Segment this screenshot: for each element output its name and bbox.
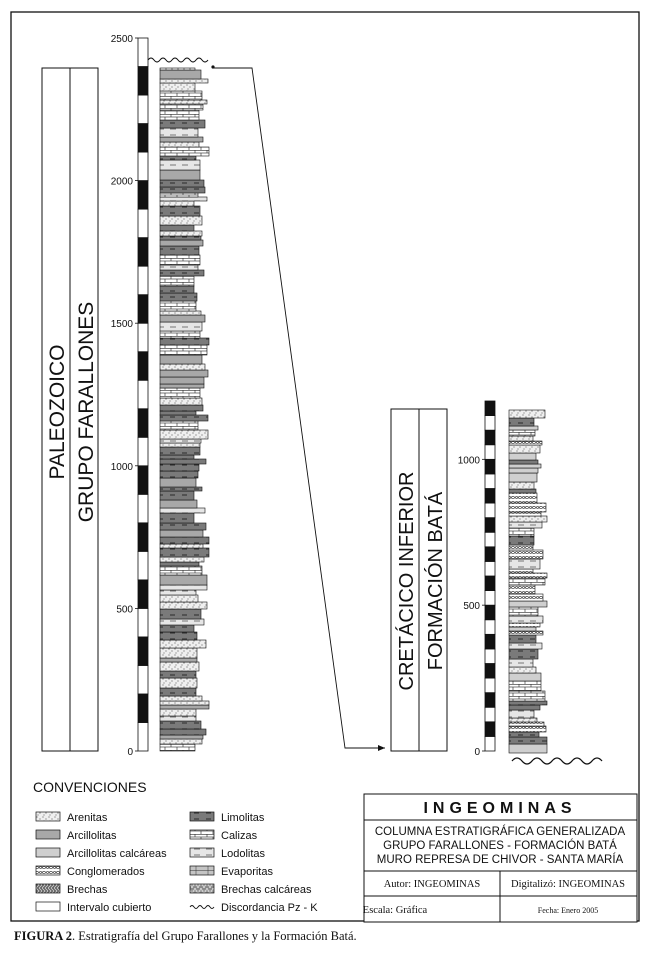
stratum-bed bbox=[509, 473, 537, 482]
scale-bar-block bbox=[138, 665, 148, 694]
author-field: Autor: INGEOMINAS bbox=[383, 879, 481, 890]
scale-bar-block bbox=[138, 352, 148, 381]
stratum-bed bbox=[509, 607, 538, 616]
figure-caption bbox=[14, 929, 357, 944]
stratum-bed bbox=[509, 430, 535, 436]
stratum-bed bbox=[160, 377, 204, 384]
legend-swatch-calizas bbox=[190, 830, 214, 839]
stratum-bed bbox=[160, 701, 209, 705]
scale-bar-block bbox=[485, 518, 495, 533]
stratum-bed bbox=[509, 464, 541, 468]
stratum-bed bbox=[160, 137, 203, 142]
scale-bar-block bbox=[138, 67, 148, 96]
stratum-bed bbox=[509, 726, 546, 732]
scale-tick-label: 0 bbox=[127, 747, 133, 758]
stratum-bed bbox=[509, 418, 534, 426]
stratum-bed bbox=[160, 739, 202, 744]
stratum-bed bbox=[509, 691, 545, 701]
stratum-bed bbox=[160, 79, 208, 83]
stratum-bed bbox=[160, 590, 196, 595]
scale-tick-label: 1500 bbox=[110, 319, 133, 331]
stratum-bed bbox=[160, 110, 199, 120]
stratum-bed bbox=[509, 559, 540, 569]
stratum-bed bbox=[160, 471, 198, 478]
stratum-bed bbox=[160, 464, 199, 471]
stratum-bed bbox=[160, 478, 196, 487]
scale-bar-block bbox=[138, 380, 148, 409]
stratum-bed bbox=[160, 544, 203, 548]
stratum-bed bbox=[160, 421, 198, 430]
stratum-bed bbox=[160, 716, 196, 721]
legend-swatch-evaporitas bbox=[190, 866, 214, 875]
scale-bar-block bbox=[138, 95, 148, 124]
stratum-bed bbox=[160, 293, 197, 301]
stratum-bed bbox=[160, 193, 198, 197]
stratum-bed bbox=[160, 265, 198, 270]
stratum-bed bbox=[509, 482, 534, 489]
stratum-bed bbox=[160, 405, 203, 411]
scale-bar-block bbox=[138, 266, 148, 295]
stratum-bed bbox=[160, 500, 197, 508]
left-title-panel bbox=[42, 68, 98, 751]
stratum-bed bbox=[160, 160, 200, 170]
stratum-bed bbox=[160, 331, 200, 338]
stratum-bed bbox=[509, 643, 542, 649]
correlation-arrowhead bbox=[378, 745, 385, 751]
scale-tick-label: 1000 bbox=[457, 455, 480, 467]
left-discordance-line bbox=[148, 58, 208, 62]
stratum-bed bbox=[509, 601, 547, 607]
stratum-bed bbox=[160, 170, 200, 180]
stratum-bed bbox=[160, 364, 205, 370]
stratum-bed bbox=[509, 573, 547, 578]
legend-swatch-lodolitas bbox=[190, 848, 214, 857]
stratum-bed bbox=[509, 436, 533, 441]
scale-bar-block bbox=[485, 401, 495, 416]
title-block bbox=[363, 794, 637, 922]
stratum-bed bbox=[160, 384, 204, 388]
stratum-bed bbox=[160, 735, 203, 739]
scale-bar-block bbox=[485, 722, 495, 737]
legend-label-arcillolitas: Arcillolitas bbox=[67, 830, 117, 842]
stratum-bed bbox=[509, 705, 540, 710]
stratum-bed bbox=[160, 729, 206, 735]
stratum-bed bbox=[509, 710, 534, 718]
stratum-bed bbox=[160, 658, 197, 662]
stratum-bed bbox=[160, 83, 195, 91]
stratum-bed bbox=[160, 709, 196, 716]
stratum-bed bbox=[160, 602, 207, 609]
scale-tick-label: 2500 bbox=[110, 34, 133, 45]
legend-swatch-discordancia bbox=[190, 906, 214, 909]
scale-tick-label: 2000 bbox=[110, 176, 133, 188]
legend-label-cubierto: Intervalo cubierto bbox=[67, 902, 152, 914]
stratum-bed bbox=[160, 255, 200, 265]
stratum-bed bbox=[160, 609, 201, 619]
stratum-bed bbox=[509, 503, 546, 512]
legend-label-evaporitas: Evaporitas bbox=[221, 866, 273, 878]
stratum-bed bbox=[160, 721, 201, 729]
stratum-bed bbox=[160, 443, 200, 447]
stratum-bed bbox=[160, 562, 199, 566]
stratum-bed bbox=[160, 705, 209, 709]
scale-bar-block bbox=[485, 605, 495, 620]
stratum-bed bbox=[160, 744, 195, 751]
legend-label-brechas-calcareas: Brechas calcáreas bbox=[221, 884, 312, 896]
scale-bar-block bbox=[485, 693, 495, 708]
scale-tick-label: 500 bbox=[116, 604, 133, 616]
stratum-bed bbox=[160, 648, 197, 658]
stratum-bed bbox=[160, 236, 201, 240]
scale-bar-block bbox=[485, 620, 495, 635]
legend-swatch-arenitas bbox=[36, 812, 60, 821]
legend-swatch-brechas-calcareas bbox=[190, 884, 214, 893]
scale-bar-block bbox=[138, 209, 148, 238]
stratum-bed bbox=[160, 270, 204, 276]
legend-label-brechas: Brechas bbox=[67, 884, 108, 896]
stratum-bed bbox=[160, 459, 206, 464]
right-stratigraphic-column bbox=[509, 410, 547, 753]
scale-bar-block bbox=[485, 503, 495, 518]
stratum-bed bbox=[160, 671, 196, 678]
stratum-bed bbox=[160, 104, 203, 110]
stratum-bed bbox=[509, 616, 543, 623]
scale-bar-block bbox=[485, 664, 495, 679]
stratum-bed bbox=[509, 737, 547, 744]
stratum-bed bbox=[160, 147, 209, 156]
stratum-bed bbox=[160, 216, 202, 225]
legend-label-lodolitas: Lodolitas bbox=[221, 848, 266, 860]
stratum-bed bbox=[509, 410, 545, 418]
stratum-bed bbox=[160, 180, 204, 187]
stratum-bed bbox=[160, 487, 202, 491]
scale-bar-block bbox=[485, 649, 495, 664]
left-unit-label: GRUPO FARALLONES bbox=[75, 301, 98, 523]
stratum-bed bbox=[160, 625, 194, 632]
stratum-bed bbox=[160, 338, 209, 345]
stratum-bed bbox=[509, 635, 536, 643]
stratum-bed bbox=[509, 659, 533, 667]
legend-swatch-cubierto bbox=[36, 902, 60, 911]
stratum-bed bbox=[160, 557, 204, 562]
stratum-bed bbox=[160, 411, 196, 415]
scale-bar-block bbox=[485, 459, 495, 474]
stratum-bed bbox=[160, 276, 194, 286]
stratum-bed bbox=[160, 491, 194, 500]
stratum-bed bbox=[160, 142, 199, 147]
scale-tick-label: 1000 bbox=[110, 461, 133, 473]
scale-bar-block bbox=[485, 707, 495, 722]
stratum-bed bbox=[160, 322, 202, 331]
caption-label: FIGURA 2 bbox=[14, 929, 72, 943]
stratum-bed bbox=[160, 315, 205, 322]
stratum-bed bbox=[160, 301, 196, 311]
digitized-field: Digitalizó: INGEOMINAS bbox=[510, 879, 626, 890]
scale-tick-label: 0 bbox=[474, 747, 480, 758]
stratum-bed bbox=[160, 513, 194, 523]
legend-label-arenitas: Arenitas bbox=[67, 812, 108, 824]
stratum-bed bbox=[160, 388, 200, 398]
stratum-bed bbox=[509, 545, 533, 550]
stratum-bed bbox=[160, 70, 201, 79]
scale-bar-block bbox=[485, 561, 495, 576]
stratum-bed bbox=[509, 578, 545, 585]
scale-bar-block bbox=[138, 722, 148, 751]
right-unit-label: FORMACIÓN BATÁ bbox=[425, 491, 447, 671]
stratum-bed bbox=[509, 623, 540, 627]
stratum-bed bbox=[160, 566, 202, 575]
stratum-bed bbox=[160, 311, 201, 315]
scale-bar-block bbox=[138, 437, 148, 466]
stratum-bed bbox=[160, 696, 202, 701]
left-era-label: PALEOZOICO bbox=[46, 344, 69, 480]
stratum-bed bbox=[160, 439, 201, 443]
legend bbox=[33, 779, 318, 914]
title-line-2: GRUPO FARALLONES - FORMACIÓN BATÁ bbox=[383, 840, 617, 852]
stratum-bed bbox=[160, 197, 207, 201]
stratum-bed bbox=[160, 455, 194, 459]
legend-label-arcillolitas-calcareas: Arcillolitas calcáreas bbox=[67, 848, 167, 860]
stratum-bed bbox=[160, 91, 202, 100]
stratum-bed bbox=[509, 441, 542, 445]
stratum-bed bbox=[160, 100, 207, 104]
stratum-bed bbox=[509, 460, 538, 464]
stratum-bed bbox=[160, 430, 208, 439]
stratum-bed bbox=[160, 231, 202, 236]
stratum-bed bbox=[160, 120, 205, 128]
stratum-bed bbox=[160, 523, 206, 530]
date-field: Fecha: Enero 2005 bbox=[537, 906, 599, 915]
stratum-bed bbox=[509, 512, 541, 516]
stratum-bed bbox=[160, 156, 196, 160]
stratum-bed bbox=[509, 585, 535, 594]
stratum-bed bbox=[509, 718, 537, 722]
stratum-bed bbox=[160, 585, 207, 590]
left-depth-scale bbox=[111, 34, 148, 758]
stratum-bed bbox=[509, 667, 536, 673]
stratum-bed bbox=[160, 688, 196, 696]
stratum-bed bbox=[160, 206, 200, 216]
scale-bar-block bbox=[485, 576, 495, 591]
legend-swatch-conglomerados bbox=[36, 866, 60, 875]
legend-title: CONVENCIONES bbox=[33, 779, 147, 795]
stratum-bed bbox=[160, 128, 198, 137]
stratum-bed bbox=[160, 398, 202, 405]
stratum-bed bbox=[160, 548, 209, 557]
scale-bar-block bbox=[138, 580, 148, 609]
title-line-3: MURO REPRESA DE CHIVOR - SANTA MARÍA bbox=[376, 854, 624, 866]
right-depth-scale bbox=[458, 401, 495, 758]
scale-bar-block bbox=[138, 181, 148, 210]
scale-field: Escala: Gráfica bbox=[362, 905, 428, 916]
scale-tick-label: 500 bbox=[463, 601, 480, 613]
legend-label-conglomerados: Conglomerados bbox=[67, 866, 145, 878]
stratum-bed bbox=[509, 594, 543, 601]
stratum-bed bbox=[509, 489, 536, 493]
right-discordance-line bbox=[512, 758, 602, 764]
scale-bar-block bbox=[138, 551, 148, 580]
scale-bar-block bbox=[138, 523, 148, 552]
scale-bar-block bbox=[485, 532, 495, 547]
caption-text: . Estratigrafía del Grupo Farallones y la Formación Batá. bbox=[72, 929, 357, 943]
right-title-panel bbox=[391, 409, 447, 751]
stratum-bed bbox=[160, 187, 205, 193]
scale-bar-block bbox=[138, 494, 148, 523]
scale-bar-block bbox=[485, 736, 495, 751]
left-stratigraphic-column bbox=[160, 68, 209, 751]
scale-bar-block bbox=[485, 445, 495, 460]
stratum-bed bbox=[160, 240, 203, 246]
stratum-bed bbox=[160, 225, 194, 231]
stratum-bed bbox=[160, 447, 200, 455]
stratum-bed bbox=[509, 732, 539, 737]
stratum-bed bbox=[160, 595, 198, 602]
stratum-bed bbox=[509, 649, 538, 659]
stratum-bed bbox=[160, 575, 207, 585]
legend-swatch-arcillolitas-calcareas bbox=[36, 848, 60, 857]
stratum-bed bbox=[509, 569, 533, 573]
scale-bar-block bbox=[138, 694, 148, 723]
correlation-line bbox=[213, 68, 385, 748]
stratum-bed bbox=[160, 286, 194, 293]
stratum-bed bbox=[160, 508, 205, 513]
stratum-bed bbox=[160, 640, 206, 648]
stratum-bed bbox=[509, 673, 541, 681]
legend-swatch-arcillolitas bbox=[36, 830, 60, 839]
scale-bar-block bbox=[138, 38, 148, 67]
stratum-bed bbox=[160, 530, 203, 537]
legend-swatch-brechas bbox=[36, 884, 60, 893]
stratum-bed bbox=[160, 355, 202, 364]
scale-bar-block bbox=[485, 430, 495, 445]
stratum-bed bbox=[160, 678, 197, 688]
scale-bar-block bbox=[138, 152, 148, 181]
stratum-bed bbox=[160, 201, 194, 206]
scale-bar-block bbox=[485, 591, 495, 606]
stratum-bed bbox=[160, 370, 208, 377]
stratum-bed bbox=[509, 516, 547, 522]
stratum-bed bbox=[160, 68, 195, 70]
scale-bar-block bbox=[485, 474, 495, 489]
scale-bar-block bbox=[138, 238, 148, 267]
stratum-bed bbox=[160, 632, 197, 640]
stratum-bed bbox=[160, 415, 208, 421]
scale-bar-block bbox=[138, 466, 148, 495]
legend-swatch-limolitas bbox=[190, 812, 214, 821]
scale-bar-block bbox=[485, 634, 495, 649]
scale-bar-block bbox=[138, 295, 148, 324]
stratum-bed bbox=[509, 493, 537, 503]
stratum-bed bbox=[160, 619, 204, 625]
scale-bar-block bbox=[138, 323, 148, 352]
stratum-bed bbox=[509, 550, 543, 559]
stratum-bed bbox=[509, 722, 544, 726]
stratum-bed bbox=[160, 246, 199, 255]
legend-label-calizas: Calizas bbox=[221, 830, 258, 842]
stratum-bed bbox=[160, 537, 209, 544]
stratum-bed bbox=[509, 681, 541, 691]
stratum-bed bbox=[509, 468, 538, 473]
stratum-bed bbox=[509, 744, 547, 753]
scale-bar-block bbox=[138, 124, 148, 153]
stratum-bed bbox=[509, 627, 536, 631]
stratum-bed bbox=[509, 426, 538, 430]
stratum-bed bbox=[509, 536, 534, 545]
scale-bar-block bbox=[138, 637, 148, 666]
title-line-1: COLUMNA ESTRATIGRÁFICA GENERALIZADA bbox=[374, 826, 626, 838]
stratum-bed bbox=[160, 345, 207, 355]
org-name: INGEOMINAS bbox=[423, 800, 577, 817]
scale-bar-block bbox=[485, 416, 495, 431]
legend-label-limolitas: Limolitas bbox=[221, 812, 265, 824]
stratum-bed bbox=[509, 528, 534, 536]
stratum-bed bbox=[509, 631, 543, 635]
stratum-bed bbox=[160, 662, 199, 671]
scale-bar-block bbox=[485, 547, 495, 562]
scale-bar-block bbox=[138, 608, 148, 637]
scale-bar-block bbox=[485, 489, 495, 504]
scale-bar-block bbox=[138, 409, 148, 438]
stratum-bed bbox=[509, 522, 542, 528]
legend-label-discordancia: Discordancia Pz - K bbox=[221, 902, 318, 914]
stratum-bed bbox=[509, 701, 547, 705]
stratum-bed bbox=[509, 445, 540, 453]
stratum-bed bbox=[509, 453, 536, 460]
scale-bar-block bbox=[485, 678, 495, 693]
right-era-label: CRETÁCICO INFERIOR bbox=[396, 471, 418, 691]
